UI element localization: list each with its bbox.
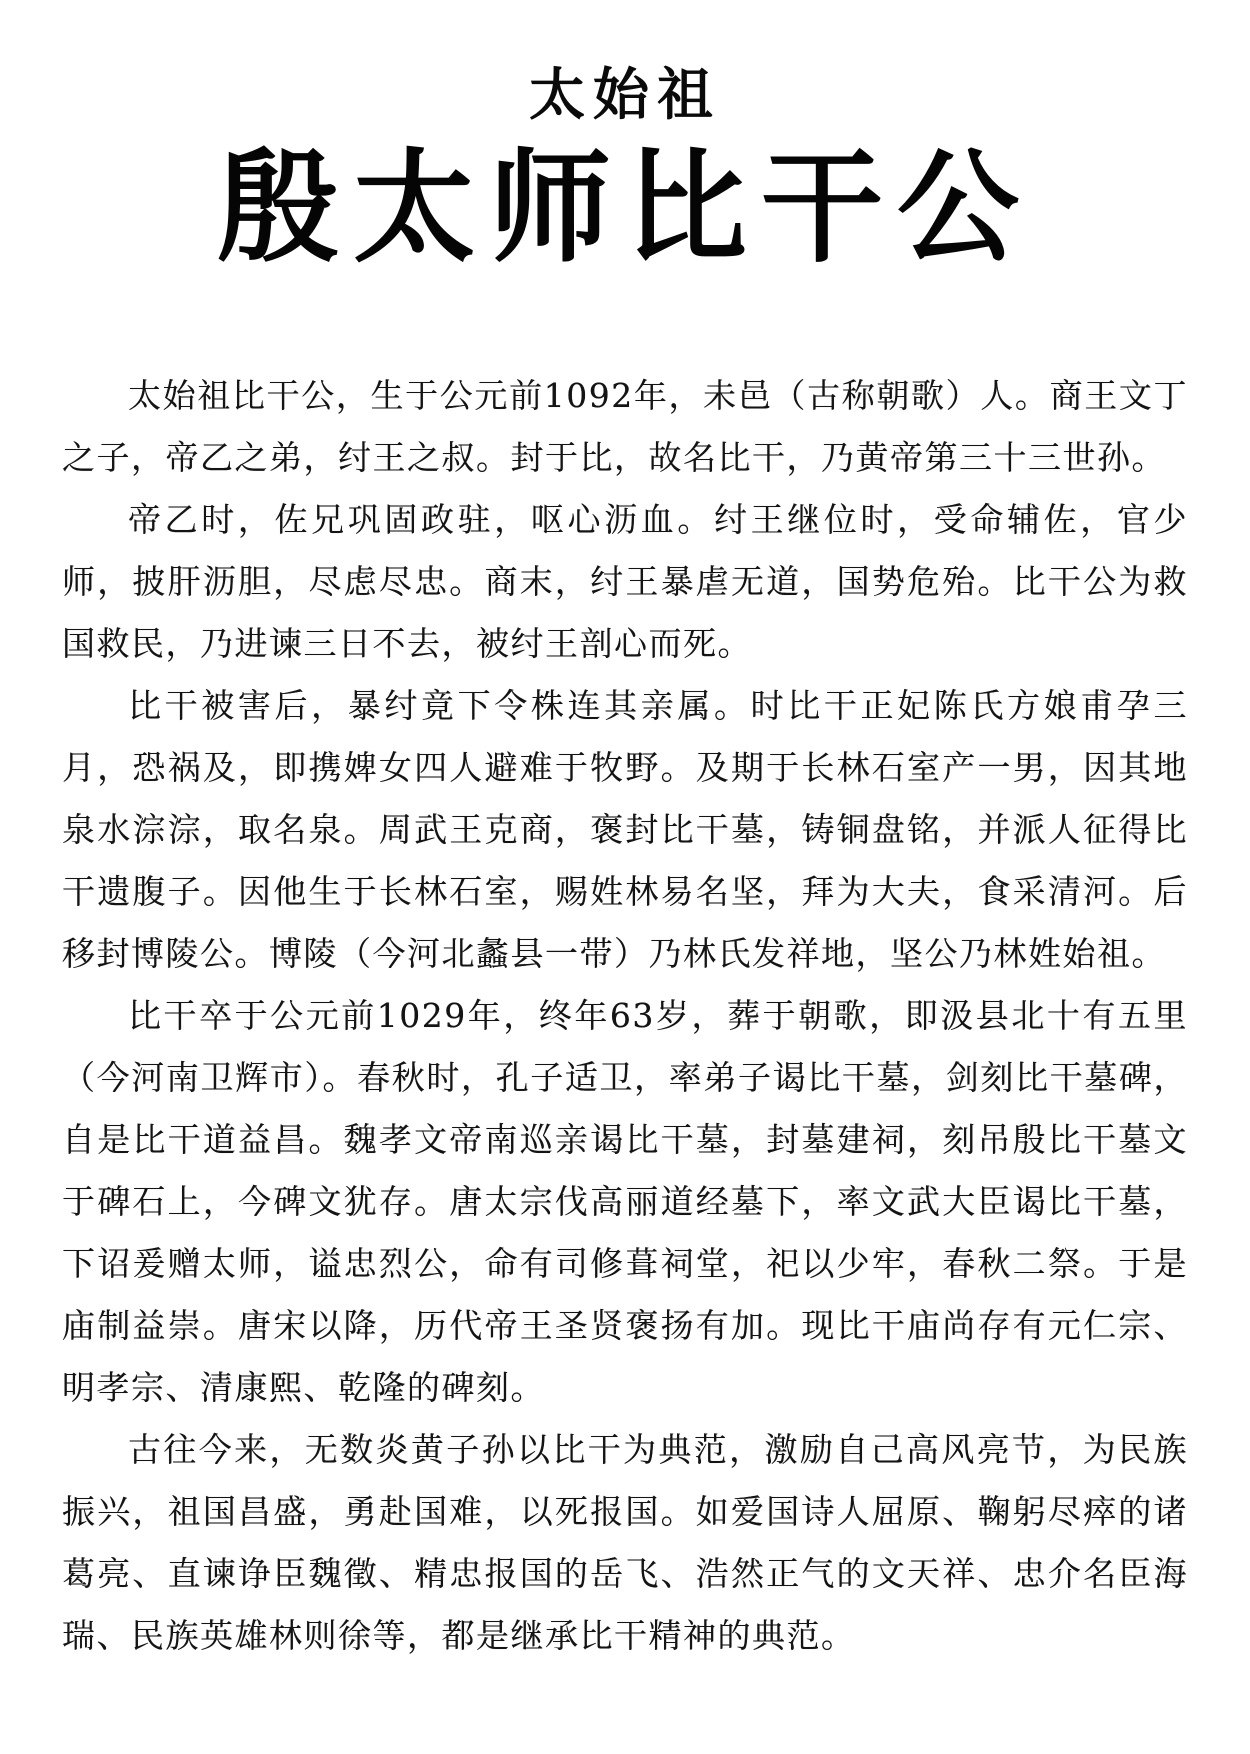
page-title: 殷太师比干公 (217, 135, 1033, 280)
article-body (62, 365, 1188, 1667)
body-paragraph: 比干卒于公元前1029年，终年63岁，葬于朝歌，即汲县北十有五里（今河南卫辉市）。春秋时，孔子适卫，率弟子谒比干墓，剑刻比干墓碑，自是比干道益昌。魏孝文帝南巡亲谒比干墓，封墓建祠，刻吊殷比干墓文于碑石上，今碑文犹存。唐太宗伐高丽道经墓下，率文武大臣谒比干墓，下诏爰赠太师，谥忠烈公，命有司修葺祠堂，祀以少牢，春秋二祭。于是庙制益崇。唐宋以降，历代帝王圣贤褒扬有加。现比干庙尚存有元仁宗、明孝宗、清康熙、乾隆的碑刻。 (62, 996, 1188, 1408)
body-paragraph: 比干被害后，暴纣竟下令株连其亲属。时比干正妃陈氏方娘甫孕三月，恐祸及，即携婢女四人避难于牧野。及期于长林石室产一男，因其地泉水淙淙，取名泉。周武王克商，褒封比干墓，铸铜盘铭，并派人征得比干遗腹子。因他生于长林石室，赐姓林易名坚，拜为大夫，食采清河。后移封博陵公。博陵（今河北蠡县一带）乃林氏发祥地，坚公乃林姓始祖。 (62, 686, 1188, 974)
body-paragraph: 古往今来，无数炎黄子孙以比干为典范，激励自己高风亮节，为民族振兴，祖国昌盛，勇赴国难，以死报国。如爱国诗人屈原、鞠躬尽瘁的诸葛亮、直谏诤臣魏徵、精忠报国的岳飞、浩然正气的文天祥、忠介名臣海瑞、民族英雄林则徐等，都是继承比干精神的典范。 (62, 1430, 1188, 1656)
body-paragraph: 帝乙时，佐兄巩固政驻，呕心沥血。纣王继位时，受命辅佐，官少师，披肝沥胆，尽虑尽忠。商末，纣王暴虐无道，国势危殆。比干公为救国救民，乃进谏三日不去，被纣王剖心而死。 (62, 500, 1188, 664)
page-subtitle: 太始祖 (529, 62, 721, 128)
body-paragraph: 太始祖比干公，生于公元前1092年，未邑（古称朝歌）人。商王文丁之子，帝乙之弟，纣王之叔。封于比，故名比干，乃黄帝第三十三世孙。 (62, 376, 1188, 478)
